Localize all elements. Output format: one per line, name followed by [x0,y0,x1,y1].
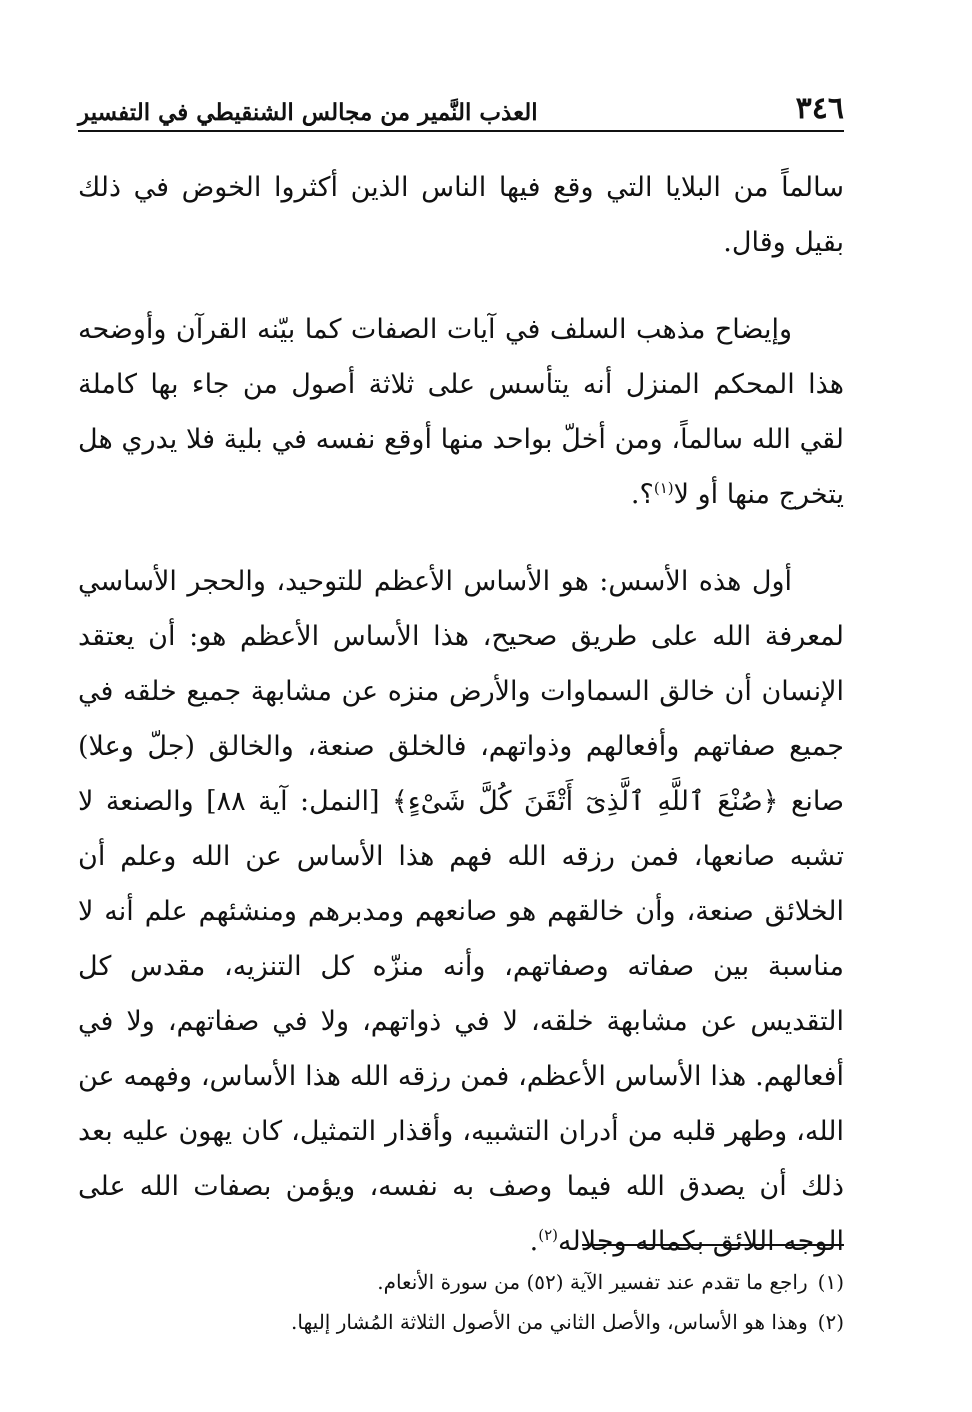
footnote-number: (١) [817,1270,844,1294]
footnote-text: وهذا هو الأساس، والأصل الثاني من الأصول الثلاثة المُشار إليها. [291,1310,808,1334]
paragraph-2-text: وإيضاح مذهب السلف في آيات الصفات كما بيّنه القرآن وأوضحه هذا المحكم المنزل أنه يتأسس على ثلاثة أصول من جاء بها كاملة لقي الله سالماً، ومن أخلّ بواحد منها أوقع نفسه في بلية فلا يدري هل يتخرج منها أو لا [78,314,844,510]
paragraph-gap [78,522,844,554]
footnote-2 [78,1302,844,1342]
page-number: ٣٤٦ [795,91,844,126]
footnote-text: راجع ما تقدم عند تفسير الآية (٥٢) من سورة الأنعام. [377,1270,808,1294]
paragraph-3-text-b: [النمل: آية ٨٨] والصنعة لا تشبه صانعها، فمن رزقه الله فهم هذا الأساس عن الله وعلم أن الخلائق صنعة، وأن خالقهم هو صانعهم ومدبرهم ومنشئهم علم أنه لا مناسبة بين صفاته وصفاتهم، وأنه منزّه كل التنزيه، مقدس كل التقديس عن مشابهة خلقه، لا في ذواتهم، ولا في صفاتهم، ولا في أفعالهم. هذا الأساس الأعظم، فمن رزقه الله هذا الأساس، وفهمه عن الله، وطهر قلبه من أدران التشبيه، وأقذار التمثيل، كان يهون عليه بعد ذلك أن يصدق الله فيما وصف به نفسه، ويؤمن بصفات الله على الوجه اللائق بكماله وجلاله [78,786,845,1257]
footnote-number: (٢) [817,1310,844,1334]
paragraph-1 [78,160,844,270]
paragraph-3-text-a: أول هذه الأسس: هو الأساس الأعظم للتوحيد، والحجر الأساسي لمعرفة الله على طريق صحيح، هذا الأساس الأعظم هو: أن يعتقد الإنسان أن خالق السماوات والأرض منزه عن مشابهة جميع خلقه في جميع صفاتهم وأفعالهم وذواتهم، فالخلق صنعة، والخالق (جلّ وعلا) صانع [78,566,844,817]
paragraph-2-end: ؟. [630,479,654,510]
footnote-divider [582,1244,844,1246]
paragraph-1-text: سالماً من البلايا التي وقع فيها الناس الذين أكثروا الخوض في ذلك بقيل وقال. [78,172,844,258]
footnote-ref-1[interactable]: (١) [653,479,674,497]
quran-verse: ﴿صُنْعَ ٱللَّهِ ٱلَّذِىٓ أَتْقَنَ كُلَّ شَىْءٍ﴾ [392,786,779,817]
footnotes [78,1262,844,1342]
running-title: العذب النَّمير من مجالس الشنقيطي في التفسير [78,99,538,126]
main-text [78,160,844,1269]
paragraph-2 [78,302,844,522]
page-header [78,88,844,132]
paragraph-3-end: . [529,1226,539,1257]
paragraph-gap [78,270,844,302]
footnote-1 [78,1262,844,1302]
paragraph-3 [78,554,844,1269]
footnote-ref-2[interactable]: (٢) [538,1226,559,1244]
